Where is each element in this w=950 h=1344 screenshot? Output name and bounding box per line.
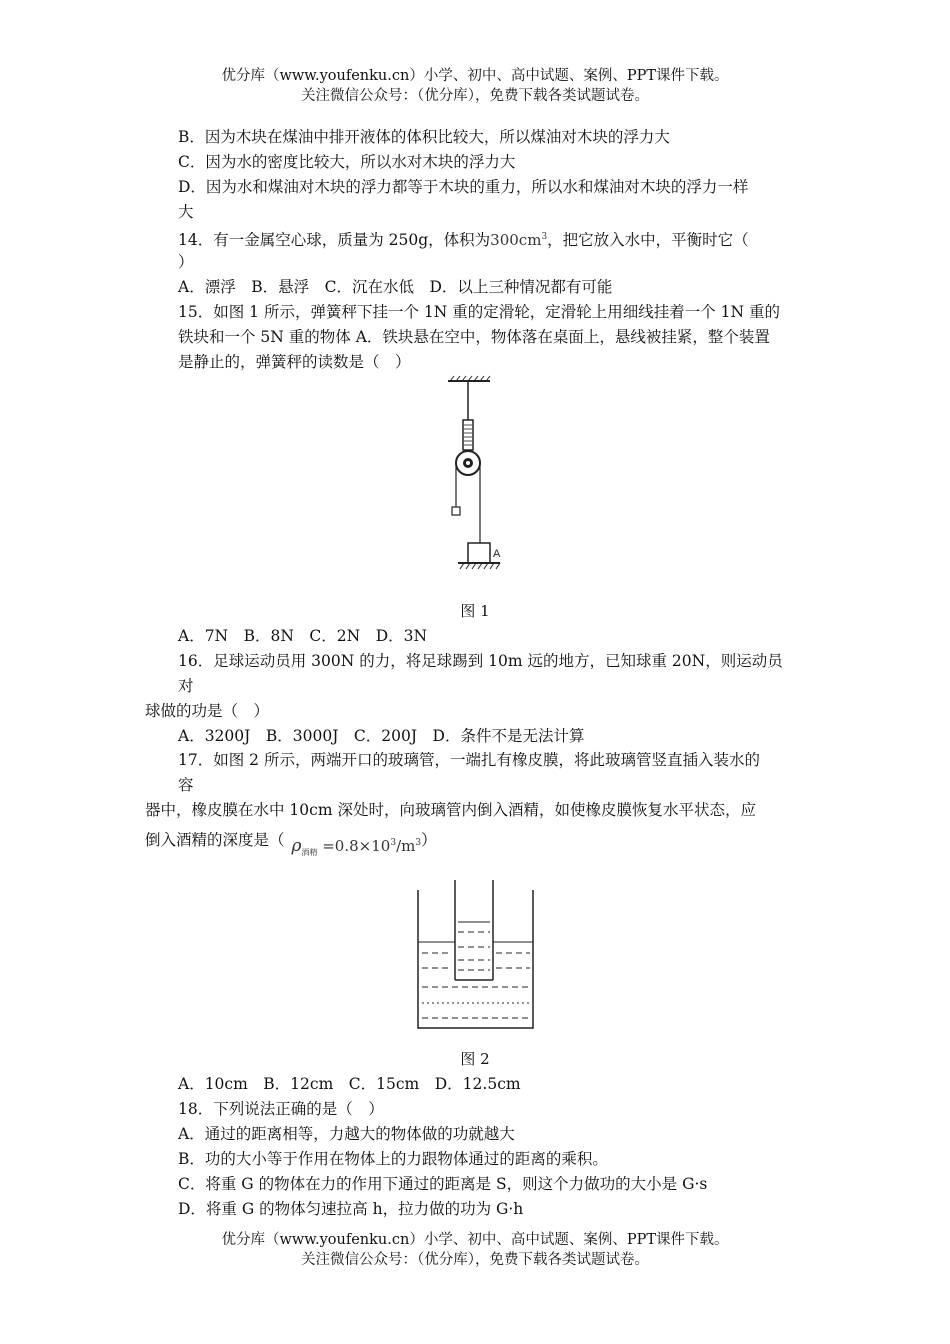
q14-text-b: ，把它放入水中，平衡时它（: [547, 231, 749, 249]
page-footer-line1: 优分库（www.youfenku.cn）小学、初中、高中试题、案例、PPT课件下载。: [221, 1232, 729, 1248]
q18-option-c: C．将重 G 的物体在力的作用下通过的距离是 S，则这个力做功的大小是 G·s: [178, 1175, 708, 1193]
q17-stem-line1: 17．如图 2 所示，两端开口的玻璃管，一端扎有橡皮膜，将此玻璃管竖直插入装水的: [178, 751, 760, 769]
q14-stem: [178, 227, 749, 250]
q14-text-a: 14．有一金属空心球，质量为 250g，体积为: [178, 231, 491, 249]
figure-2-glass-tube-diagram: [410, 875, 540, 1035]
q15-stem-line2: 铁块和一个 5N 重的物体 A．铁块悬在空中，物体落在桌面上，悬线被挂紧，整个装置: [178, 328, 770, 346]
q16-stem-line2: 对: [178, 677, 194, 695]
formula-value: =0.8×10: [322, 837, 391, 855]
q17-text: 倒入酒精的深度是（: [145, 831, 285, 849]
q16-stem-line1: 16．足球运动员用 300N 的力，将足球踢到 10m 远的地方，已知球重 20N，则运动员: [178, 652, 783, 670]
q17-stem-line2: 容: [178, 776, 194, 794]
q17-options: A．10cm B．12cm C．15cm D．12.5cm: [178, 1075, 521, 1093]
q14-volume-value: 300cm: [490, 231, 542, 249]
formula-exp: 3: [390, 838, 397, 848]
figure-1-caption: 图 1: [460, 602, 490, 620]
q17-density-formula: [291, 833, 421, 863]
q17-close-paren: ）: [421, 831, 437, 849]
q15-options: A．7N B．8N C．2N D．3N: [178, 627, 428, 645]
page-header-line2: 关注微信公众号：（优分库），免费下载各类试题试卷。: [301, 88, 649, 104]
q18-option-a: A．通过的距离相等，力越大的物体做的功就越大: [178, 1125, 515, 1143]
page-header-line1: 优分库（www.youfenku.cn）小学、初中、高中试题、案例、PPT课件下载。: [221, 68, 729, 84]
figure-1-label-a: A: [493, 548, 501, 560]
q16-options: A．3200J B．3000J C．200J D．条件不是无法计算: [178, 727, 585, 745]
q15-stem-line3: 是静止的，弹簧秤的读数是（ ）: [178, 353, 411, 371]
rho-symbol: ρ: [291, 836, 302, 856]
q13-option-d: D．因为水和煤油对木块的浮力都等于木块的重力，所以水和煤油对木块的浮力一样: [178, 178, 749, 196]
q14-volume-exp: 3: [541, 232, 548, 242]
q18-stem: 18．下列说法正确的是（ ）: [178, 1100, 384, 1118]
figure-1-pulley-diagram: [440, 375, 510, 580]
q18-option-d: D．将重 G 的物体匀速拉高 h，拉力做的功为 G·h: [178, 1200, 524, 1218]
q14-volume: [490, 231, 547, 249]
formula-unit: /m: [396, 837, 416, 855]
q15-stem-line1: 15．如图 1 所示，弹簧秤下挂一个 1N 重的定滑轮，定滑轮上用细线挂着一个 1N 重的: [178, 303, 780, 321]
formula-unit-exp: 3: [415, 838, 422, 848]
q14-stem-cont: ）: [178, 253, 194, 271]
q17-stem-line4: [145, 827, 437, 857]
q16-stem-line3: 球做的功是（ ）: [145, 702, 270, 720]
figure-2-caption: 图 2: [460, 1050, 490, 1068]
q17-stem-line3: 器中，橡皮膜在水中 10cm 深处时，向玻璃管内倒入酒精，如使橡皮膜恢复水平状态，应: [145, 801, 756, 819]
q18-option-b: B．功的大小等于作用在物体上的力跟物体通过的距离的乘积。: [178, 1150, 608, 1168]
q13-option-c: C．因为水的密度比较大，所以水对木块的浮力大: [178, 153, 516, 171]
q13-option-d-cont: 大: [178, 203, 194, 221]
rho-subscript: 酒精: [301, 848, 318, 857]
q14-options: A．漂浮 B．悬浮 C．沉在水低 D．以上三种情况都有可能: [178, 278, 613, 296]
page-footer-line2: 关注微信公众号：（优分库），免费下载各类试题试卷。: [301, 1252, 649, 1268]
q13-option-b: B．因为木块在煤油中排开液体的体积比较大，所以煤油对木块的浮力大: [178, 128, 670, 146]
